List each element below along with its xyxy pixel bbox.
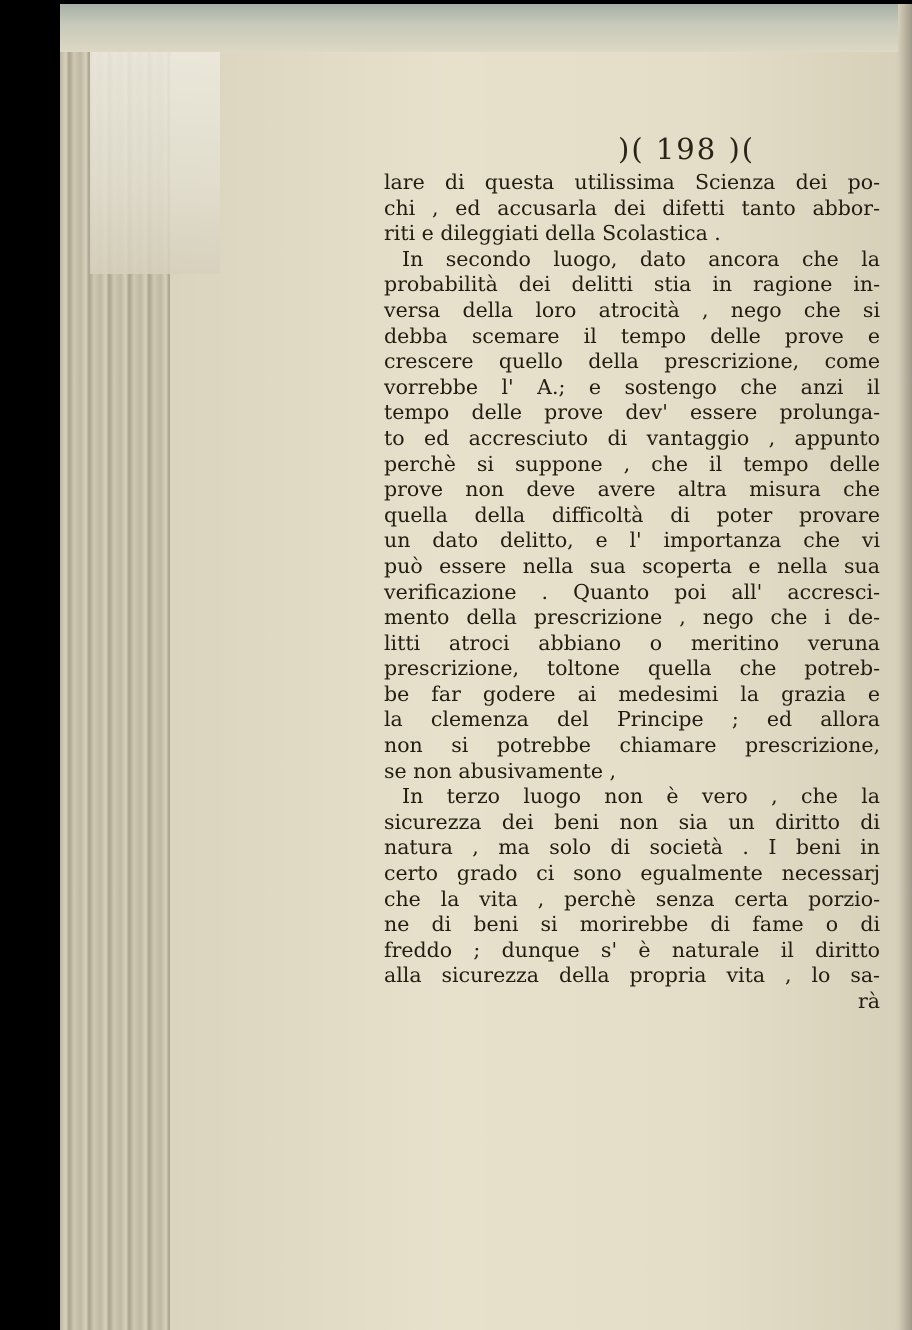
text-line: chi , ed accusarla dei difetti tanto abbor-	[384, 195, 880, 220]
text-line: può essere nella sua scoperta e nella sua	[384, 553, 880, 578]
text-line: riti e dileggiati della Scolastica .	[384, 221, 721, 246]
text-line: verificazione . Quanto poi all' accresci-	[384, 579, 880, 604]
text-line: crescere quello della prescrizione, come	[384, 349, 880, 374]
body-text	[384, 170, 880, 1015]
text-line: freddo ; dunque s' è naturale il diritto	[384, 937, 880, 962]
text-line: quella della difficoltà di poter provare	[384, 502, 880, 527]
text-line: ne di beni si morirebbe di fame o di	[384, 912, 880, 937]
page-header	[378, 132, 878, 166]
header-ornament-right: )(	[728, 132, 756, 166]
text-line: natura , ma solo di società . I beni in	[384, 835, 880, 860]
text-line: alla sicurezza della propria vita , lo sa-	[384, 963, 880, 988]
text-line: che la vita , perchè senza certa porzio-	[384, 886, 880, 911]
text-line: versa della loro atrocità , nego che si	[384, 297, 880, 322]
text-line: prescrizione, toltone quella che potreb-	[384, 656, 880, 681]
page-number: 198	[655, 132, 718, 166]
text-line: un dato delitto, e l' importanza che vi	[384, 528, 880, 553]
text-line: sicurezza dei beni non sia un diritto di	[384, 809, 880, 834]
page-edge-highlight	[90, 34, 220, 274]
text-line: non si potrebbe chiamare prescrizione,	[384, 733, 880, 758]
text-line: In secondo luogo, dato ancora che la	[402, 246, 880, 271]
text-line: lare di questa utilissima Scienza dei po-	[384, 170, 880, 194]
text-line: se non abusivamente ,	[384, 758, 617, 783]
text-line: mento della prescrizione , nego che i de-	[384, 605, 880, 630]
text-line: tempo delle prove dev' essere prolunga-	[384, 400, 880, 425]
header-ornament-left: )(	[618, 132, 645, 166]
text-line: perchè si suppone , che il tempo delle	[384, 451, 880, 476]
text-line: vorrebbe l' A.; e sostengo che anzi il	[384, 374, 880, 399]
top-edge	[60, 4, 912, 52]
text-line: prove non deve avere altra misura che	[384, 477, 880, 502]
catchword: rà	[857, 989, 880, 1013]
text-line: la clemenza del Principe ; ed allora	[384, 707, 880, 732]
text-line: In terzo luogo non è vero , che la	[402, 784, 880, 809]
right-edge	[898, 4, 912, 1330]
text-line: litti atroci abbiano o meritino veruna	[384, 630, 880, 655]
text-line: be far godere ai medesimi la grazia e	[384, 681, 880, 706]
text-line: certo grado ci sono egualmente necessarj	[384, 861, 880, 886]
text-line: debba scemare il tempo delle prove e	[384, 323, 880, 348]
text-line: probabilità dei delitti stia in ragione in-	[384, 272, 880, 297]
text-line: to ed accresciuto di vantaggio , appunto	[384, 425, 880, 450]
